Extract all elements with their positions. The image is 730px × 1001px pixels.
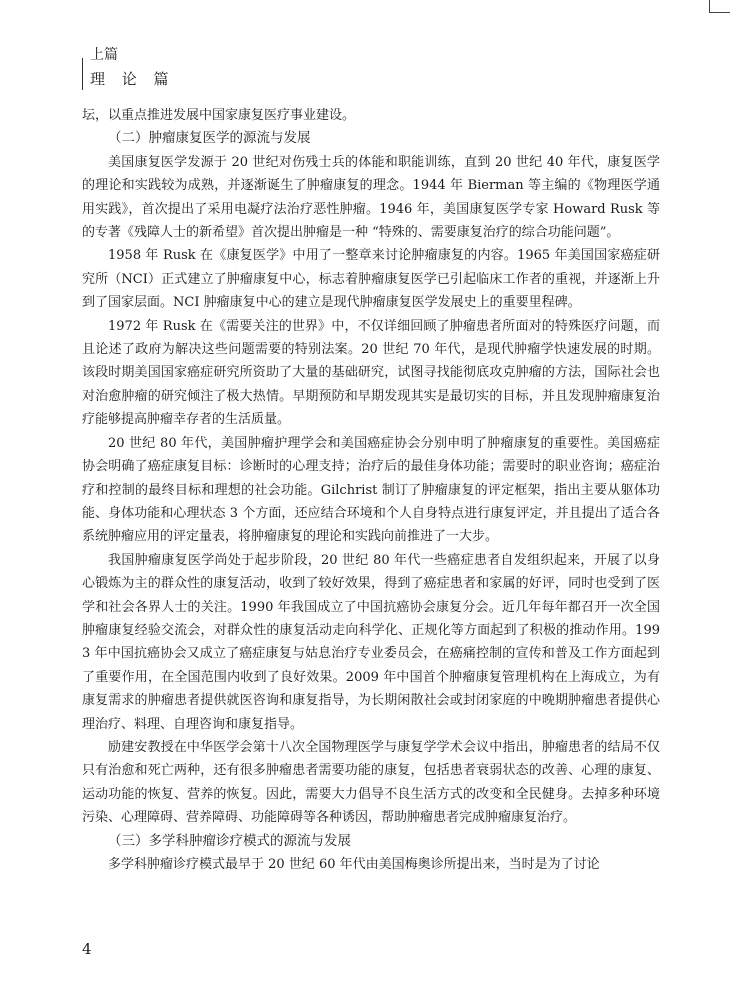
section-heading: （二）肿瘤康复医学的源流与发展 bbox=[108, 130, 311, 147]
paragraph: 坛，以重点推进发展中国家康复医疗事业建设。 bbox=[82, 108, 356, 123]
paragraph: 1958 年 Rusk 在《康复医学》中用了一整章来讨论肿瘤康复的内容。1965 年美国国家癌症研究所（NCI）正式建立了肿瘤康复中心，标志着肿瘤康复医学已引起临床工作者的重视，并逐渐上升到了国家层面。NCI 肿瘤康复中心的建立是现代肿瘤康复医学发展史上的重要里程碑。 bbox=[82, 248, 660, 311]
paragraph: 1972 年 Rusk 在《需要关注的世界》中，不仅详细回顾了肿瘤患者所面对的特殊医疗问题，而且论述了政府为解决这些问题需要的特别法案。20 世纪 70 年代，是现代肿瘤学快速发展的时期。该段时期美国国家癌症研究所资助了大量的基础研究，试图寻找能彻底攻克肿瘤的方法，国际社会也对治愈肿瘤的研究倾注了极大热情。早期预防和早期发现其实是最切实的目标，并且发现肿瘤康复治疗能够提高肿瘤幸存者的生活质量。 bbox=[82, 318, 660, 428]
paragraph: 多学科肿瘤诊疗模式最早于 20 世纪 60 年代由美国梅奥诊所提出来，当时是为了讨论 bbox=[108, 857, 600, 872]
part-label: 上篇 bbox=[90, 47, 118, 63]
section-heading: （三）多学科肿瘤诊疗模式的源流与发展 bbox=[108, 832, 351, 849]
paragraph: 20 世纪 80 年代，美国肿瘤护理学会和美国癌症协会分别申明了肿瘤康复的重要性。美国癌症协会明确了癌症康复目标：诊断时的心理支持；治疗后的最佳身体功能；需要时的职业咨询；癌症治疗和控制的最终目标和理想的社会功能。Gilchrist 制订了肿瘤康复的评定框架，指出主要从躯体功能、身体功能和心理状态 3 个方面，还应结合环境和个人自身特点进行康复评定，并且提出了适合各系统肿瘤应用的评定量表，将肿瘤康复的理论和实践向前推进了一大步。 bbox=[82, 435, 660, 545]
page-body bbox=[82, 104, 660, 876]
running-head-rule bbox=[82, 58, 83, 90]
paragraph: 励建安教授在中华医学会第十八次全国物理医学与康复学学术会议中指出，肿瘤患者的结局不仅只有治愈和死亡两种，还有很多肿瘤患者需要功能的康复，包括患者衰弱状态的改善、心理的康复、运动功能的恢复、营养的恢复。因此，需要大力倡导不良生活方式的改变和全民健身。去掉多种环境污染、心理障碍、营养障碍、功能障碍等各种诱因，帮助肿瘤患者完成肿瘤康复治疗。 bbox=[82, 739, 660, 826]
part-title: 理 论 篇 bbox=[90, 70, 175, 88]
page-number: 4 bbox=[82, 940, 92, 958]
crop-mark bbox=[709, 0, 730, 13]
paragraph: 我国肿瘤康复医学尚处于起步阶段，20 世纪 80 年代一些癌症患者自发组织起来，开展了以身心锻炼为主的群众性的康复活动，收到了较好效果，得到了癌症患者和家属的好评，同时也受到了医学和社会各界人士的关注。1990 年我国成立了中国抗癌协会康复分会。近几年每年都召开一次全国肿瘤康复经验交流会，对群众性的康复活动走向科学化、正规化等方面起到了积极的推动作用。1993 年中国抗癌协会又成立了癌症康复与姑息治疗专业委员会，在癌痛控制的宣传和普及工作方面起到了重要作用，在全国范围内收到了良好效果。2009 年中国首个肿瘤康复管理机构在上海成立，为有康复需求的肿瘤患者提供就医咨询和康复指导，为长期闲散社会或封闭家庭的中晚期肿瘤患者提供心理治疗、料理、自理咨询和康复指导。 bbox=[82, 552, 660, 732]
paragraph: 美国康复医学发源于 20 世纪对伤残士兵的体能和职能训练，直到 20 世纪 40 年代，康复医学的理论和实践较为成熟，并逐渐诞生了肿瘤康复的理念。1944 年 Bierman 等主编的《物理医学通用实践》，首次提出了采用电凝疗法治疗恶性肿瘤。1946 年，美国康复医学专家 Howard Rusk 等的专著《残障人士的新希望》首次提出肿瘤是一种 “特殊的、需要康复治疗的综合功能问题”。 bbox=[82, 154, 660, 241]
